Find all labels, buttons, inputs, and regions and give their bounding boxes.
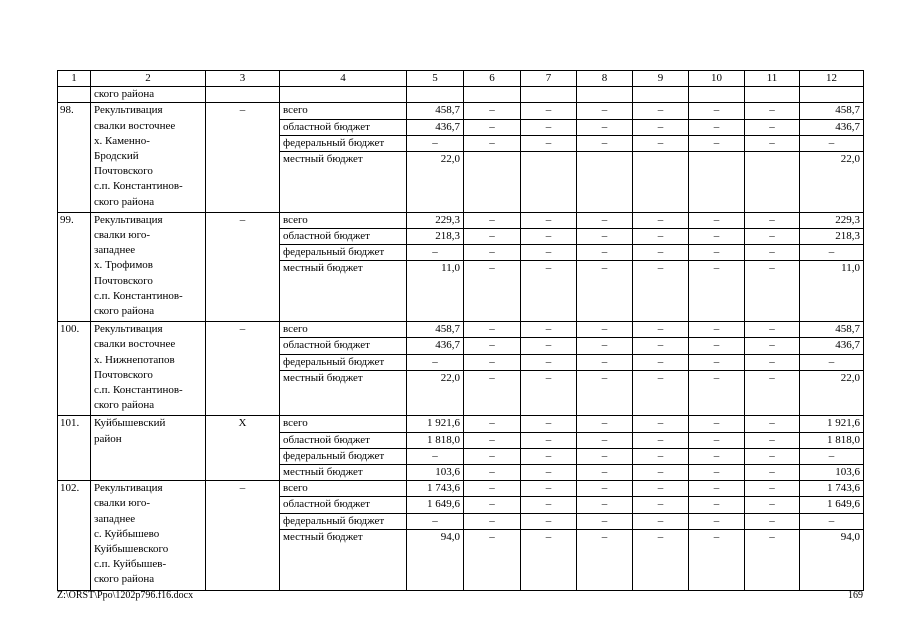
value-cell-c5: – (407, 135, 464, 151)
funding-source: областной бюджет (280, 229, 407, 245)
budget-table (57, 70, 864, 591)
value-cell-c9: – (633, 481, 689, 497)
value-cell-c7: – (521, 448, 577, 464)
entry-name-line: с.п. Константинов- (94, 384, 183, 397)
value-cell-c8: – (577, 432, 633, 448)
value-cell-c7: – (521, 370, 577, 416)
value-cell-c7: – (521, 513, 577, 529)
header-cell: 12 (800, 71, 864, 87)
value-cell-c9: – (633, 261, 689, 322)
entry-name (91, 212, 206, 321)
value-cell-c12: 436,7 (800, 338, 864, 354)
table-row (58, 481, 864, 497)
value-cell-c8: – (577, 481, 633, 497)
entry-col3: – (206, 212, 280, 321)
value-cell-c7: – (521, 322, 577, 338)
value-cell-c7: – (521, 119, 577, 135)
header-cell: 7 (521, 71, 577, 87)
entry-name-line: Рекультивация (94, 213, 163, 226)
value-cell-c11: – (745, 354, 800, 370)
entry-name-line: Бродский (94, 150, 139, 163)
value-cell-c5: 1 743,6 (407, 481, 464, 497)
value-cell-c10: – (689, 370, 745, 416)
value-cell-c12: – (800, 135, 864, 151)
value-cell-c7: – (521, 135, 577, 151)
value-cell-c9: – (633, 354, 689, 370)
entry-name-line: Почтовского (94, 165, 153, 178)
entry-name-line: ского района (94, 573, 155, 586)
entry-name-line: район (94, 432, 122, 445)
header-cell: 5 (407, 71, 464, 87)
value-cell-c11: – (745, 245, 800, 261)
value-cell-c12: – (800, 513, 864, 529)
value-cell-c10: – (689, 103, 745, 119)
value-cell-c11: – (745, 338, 800, 354)
value-cell-c10: – (689, 338, 745, 354)
entry-number: 99. (58, 212, 91, 321)
funding-source: местный бюджет (280, 370, 407, 416)
value-cell-c5: 22,0 (407, 152, 464, 213)
value-cell-c6: – (464, 119, 521, 135)
entry-name-line: западнее (94, 512, 136, 525)
value-cell-c10: – (689, 261, 745, 322)
entry-name-line: с.п. Константинов- (94, 180, 183, 193)
value-cell-c10: – (689, 448, 745, 464)
value-cell-c6: – (464, 212, 521, 228)
value-cell-c6: – (464, 338, 521, 354)
value-cell-c5: – (407, 354, 464, 370)
header-cell: 6 (464, 71, 521, 87)
value-cell-c7 (521, 152, 577, 213)
value-cell-c7: – (521, 432, 577, 448)
value-cell-c7: – (521, 103, 577, 119)
value-cell-c11: – (745, 135, 800, 151)
value-cell-c9: – (633, 465, 689, 481)
value-cell-c5: – (407, 245, 464, 261)
value-cell-c11: – (745, 529, 800, 590)
value-cell-c10: – (689, 354, 745, 370)
header-cell: 2 (91, 71, 206, 87)
header-cell: 10 (689, 71, 745, 87)
header-cell: 8 (577, 71, 633, 87)
value-cell-c6 (464, 152, 521, 213)
entry-name-line: западнее (94, 244, 136, 257)
value-cell-c11 (745, 152, 800, 213)
entry-name (91, 481, 206, 590)
value-cell-c12: – (800, 354, 864, 370)
value-cell-c12: 1 649,6 (800, 497, 864, 513)
value-cell-c9: – (633, 416, 689, 432)
value-cell-c9: – (633, 448, 689, 464)
entry-col3: – (206, 103, 280, 212)
value-cell-c12: 458,7 (800, 103, 864, 119)
entry-name-line: Куйбышевского (94, 543, 169, 556)
funding-source: областной бюджет (280, 432, 407, 448)
funding-source: местный бюджет (280, 261, 407, 322)
value-cell-c11: – (745, 481, 800, 497)
value-cell-c9: – (633, 212, 689, 228)
value-cell-c5: 458,7 (407, 103, 464, 119)
value-cell-c5: 22,0 (407, 370, 464, 416)
entry-name-line: ского района (94, 305, 155, 318)
value-cell-c7: – (521, 261, 577, 322)
page-number: 169 (848, 590, 863, 601)
value-cell-c7: – (521, 229, 577, 245)
value-cell-c5: 1 649,6 (407, 497, 464, 513)
value-cell-c10: – (689, 481, 745, 497)
table-row (58, 416, 864, 432)
funding-source: федеральный бюджет (280, 448, 407, 464)
file-path: Z:\ORST\Ppo\1202p796.f16.docx (57, 590, 194, 601)
value-cell-c5: 436,7 (407, 119, 464, 135)
entry-name-line: Рекультивация (94, 482, 163, 495)
value-cell-c5: – (407, 448, 464, 464)
entry-name-line: свалки юго- (94, 497, 150, 510)
value-cell-c8: – (577, 338, 633, 354)
funding-source: федеральный бюджет (280, 135, 407, 151)
value-cell-c8: – (577, 229, 633, 245)
entry-name-line: Рекультивация (94, 104, 163, 117)
value-cell-c5: 229,3 (407, 212, 464, 228)
funding-source: областной бюджет (280, 497, 407, 513)
value-cell-c6: – (464, 135, 521, 151)
entry-name-line: Почтовского (94, 368, 153, 381)
value-cell-c6: – (464, 245, 521, 261)
value-cell-c10 (689, 152, 745, 213)
funding-source: местный бюджет (280, 529, 407, 590)
value-cell-c12: – (800, 448, 864, 464)
value-cell-c11: – (745, 229, 800, 245)
value-cell-c6: – (464, 432, 521, 448)
value-cell-c10: – (689, 135, 745, 151)
value-cell-c10: – (689, 322, 745, 338)
value-cell-c9: – (633, 497, 689, 513)
entry-name-line: Куйбышевский (94, 417, 166, 430)
entry-name (91, 416, 206, 481)
funding-source: всего (280, 416, 407, 432)
value-cell-c8 (577, 152, 633, 213)
entry-name-line: свалки восточнее (94, 119, 176, 132)
value-cell-c10: – (689, 245, 745, 261)
value-cell-c11: – (745, 212, 800, 228)
table-row (58, 322, 864, 338)
entry-name-line: с.п. Куйбышев- (94, 558, 167, 571)
entry-name-line: с. Куйбышево (94, 527, 160, 540)
value-cell-c8: – (577, 465, 633, 481)
header-cell: 4 (280, 71, 407, 87)
value-cell-c7: – (521, 529, 577, 590)
value-cell-c9: – (633, 513, 689, 529)
value-cell-c5: 436,7 (407, 338, 464, 354)
value-cell-c12: 22,0 (800, 152, 864, 213)
value-cell-c8: – (577, 416, 633, 432)
value-cell-c5: – (407, 513, 464, 529)
value-cell-c10: – (689, 229, 745, 245)
value-cell-c12: 11,0 (800, 261, 864, 322)
header-cell: 9 (633, 71, 689, 87)
funding-source: всего (280, 212, 407, 228)
entry-name (91, 103, 206, 212)
entry-number: 102. (58, 481, 91, 590)
entry-name-line: х. Каменно- (94, 134, 150, 147)
value-cell-c8: – (577, 103, 633, 119)
entry-name-line: Рекультивация (94, 323, 163, 336)
entry-name-line: свалки восточнее (94, 338, 176, 351)
continuation-row (58, 87, 864, 103)
value-cell-c6: – (464, 497, 521, 513)
entry-name-line: х. Трофимов (94, 259, 153, 272)
value-cell-c12: 94,0 (800, 529, 864, 590)
value-cell-c9: – (633, 135, 689, 151)
value-cell-c6: – (464, 103, 521, 119)
value-cell-c6: – (464, 513, 521, 529)
entry-name-line: ского района (94, 195, 155, 208)
value-cell-c9 (633, 152, 689, 213)
funding-source: областной бюджет (280, 338, 407, 354)
value-cell-c5: 11,0 (407, 261, 464, 322)
value-cell-c12: 458,7 (800, 322, 864, 338)
value-cell-c8: – (577, 529, 633, 590)
value-cell-c9: – (633, 229, 689, 245)
value-cell-c7: – (521, 416, 577, 432)
value-cell-c8: – (577, 354, 633, 370)
value-cell-c9: – (633, 119, 689, 135)
value-cell-c10: – (689, 465, 745, 481)
value-cell-c8: – (577, 119, 633, 135)
entry-number: 98. (58, 103, 91, 212)
value-cell-c11: – (745, 261, 800, 322)
value-cell-c6: – (464, 529, 521, 590)
value-cell-c5: 218,3 (407, 229, 464, 245)
value-cell-c8: – (577, 322, 633, 338)
value-cell-c11: – (745, 497, 800, 513)
value-cell-c11: – (745, 416, 800, 432)
value-cell-c9: – (633, 432, 689, 448)
funding-source: федеральный бюджет (280, 354, 407, 370)
funding-source: всего (280, 103, 407, 119)
value-cell-c9: – (633, 322, 689, 338)
value-cell-c7: – (521, 245, 577, 261)
table-row (58, 212, 864, 228)
continuation-text: ского района (91, 87, 206, 103)
value-cell-c10: – (689, 529, 745, 590)
value-cell-c12: 1 921,6 (800, 416, 864, 432)
value-cell-c6: – (464, 370, 521, 416)
value-cell-c12: 1 743,6 (800, 481, 864, 497)
value-cell-c5: 94,0 (407, 529, 464, 590)
value-cell-c6: – (464, 481, 521, 497)
value-cell-c6: – (464, 354, 521, 370)
entry-number: 100. (58, 322, 91, 416)
entry-name (91, 322, 206, 416)
value-cell-c10: – (689, 212, 745, 228)
entry-name-line: ского района (94, 399, 155, 412)
value-cell-c6: – (464, 448, 521, 464)
header-row (58, 71, 864, 87)
value-cell-c6: – (464, 229, 521, 245)
value-cell-c8: – (577, 135, 633, 151)
value-cell-c6: – (464, 261, 521, 322)
value-cell-c12: 218,3 (800, 229, 864, 245)
entry-col3: – (206, 322, 280, 416)
value-cell-c8: – (577, 448, 633, 464)
value-cell-c11: – (745, 448, 800, 464)
value-cell-c10: – (689, 416, 745, 432)
header-cell: 11 (745, 71, 800, 87)
value-cell-c12: – (800, 245, 864, 261)
table-row (58, 103, 864, 119)
value-cell-c12: 103,6 (800, 465, 864, 481)
value-cell-c8: – (577, 245, 633, 261)
value-cell-c11: – (745, 370, 800, 416)
value-cell-c8: – (577, 370, 633, 416)
header-cell: 1 (58, 71, 91, 87)
funding-source: местный бюджет (280, 465, 407, 481)
value-cell-c5: 1 921,6 (407, 416, 464, 432)
value-cell-c12: 436,7 (800, 119, 864, 135)
funding-source: федеральный бюджет (280, 513, 407, 529)
value-cell-c9: – (633, 103, 689, 119)
value-cell-c9: – (633, 245, 689, 261)
value-cell-c11: – (745, 119, 800, 135)
value-cell-c8: – (577, 212, 633, 228)
value-cell-c7: – (521, 465, 577, 481)
value-cell-c10: – (689, 432, 745, 448)
budget-table-page (57, 70, 863, 591)
value-cell-c9: – (633, 529, 689, 590)
value-cell-c11: – (745, 465, 800, 481)
value-cell-c12: 1 818,0 (800, 432, 864, 448)
entry-name-line: с.п. Константинов- (94, 289, 183, 302)
value-cell-c5: 1 818,0 (407, 432, 464, 448)
entry-col3: – (206, 481, 280, 590)
value-cell-c8: – (577, 513, 633, 529)
funding-source: областной бюджет (280, 119, 407, 135)
funding-source: местный бюджет (280, 152, 407, 213)
value-cell-c7: – (521, 338, 577, 354)
value-cell-c12: 22,0 (800, 370, 864, 416)
funding-source: федеральный бюджет (280, 245, 407, 261)
value-cell-c5: 103,6 (407, 465, 464, 481)
value-cell-c9: – (633, 338, 689, 354)
value-cell-c12: 229,3 (800, 212, 864, 228)
value-cell-c6: – (464, 465, 521, 481)
value-cell-c11: – (745, 103, 800, 119)
value-cell-c10: – (689, 497, 745, 513)
entry-name-line: Почтовского (94, 274, 153, 287)
funding-source: всего (280, 322, 407, 338)
value-cell-c7: – (521, 481, 577, 497)
value-cell-c9: – (633, 370, 689, 416)
entry-number: 101. (58, 416, 91, 481)
value-cell-c11: – (745, 322, 800, 338)
value-cell-c10: – (689, 513, 745, 529)
entry-name-line: свалки юго- (94, 229, 150, 242)
value-cell-c11: – (745, 432, 800, 448)
value-cell-c8: – (577, 261, 633, 322)
value-cell-c6: – (464, 322, 521, 338)
value-cell-c8: – (577, 497, 633, 513)
entry-col3: Х (206, 416, 280, 481)
value-cell-c11: – (745, 513, 800, 529)
header-cell: 3 (206, 71, 280, 87)
funding-source: всего (280, 481, 407, 497)
value-cell-c7: – (521, 212, 577, 228)
value-cell-c6: – (464, 416, 521, 432)
value-cell-c7: – (521, 354, 577, 370)
value-cell-c5: 458,7 (407, 322, 464, 338)
entry-name-line: х. Нижнепотапов (94, 353, 175, 366)
value-cell-c10: – (689, 119, 745, 135)
value-cell-c7: – (521, 497, 577, 513)
